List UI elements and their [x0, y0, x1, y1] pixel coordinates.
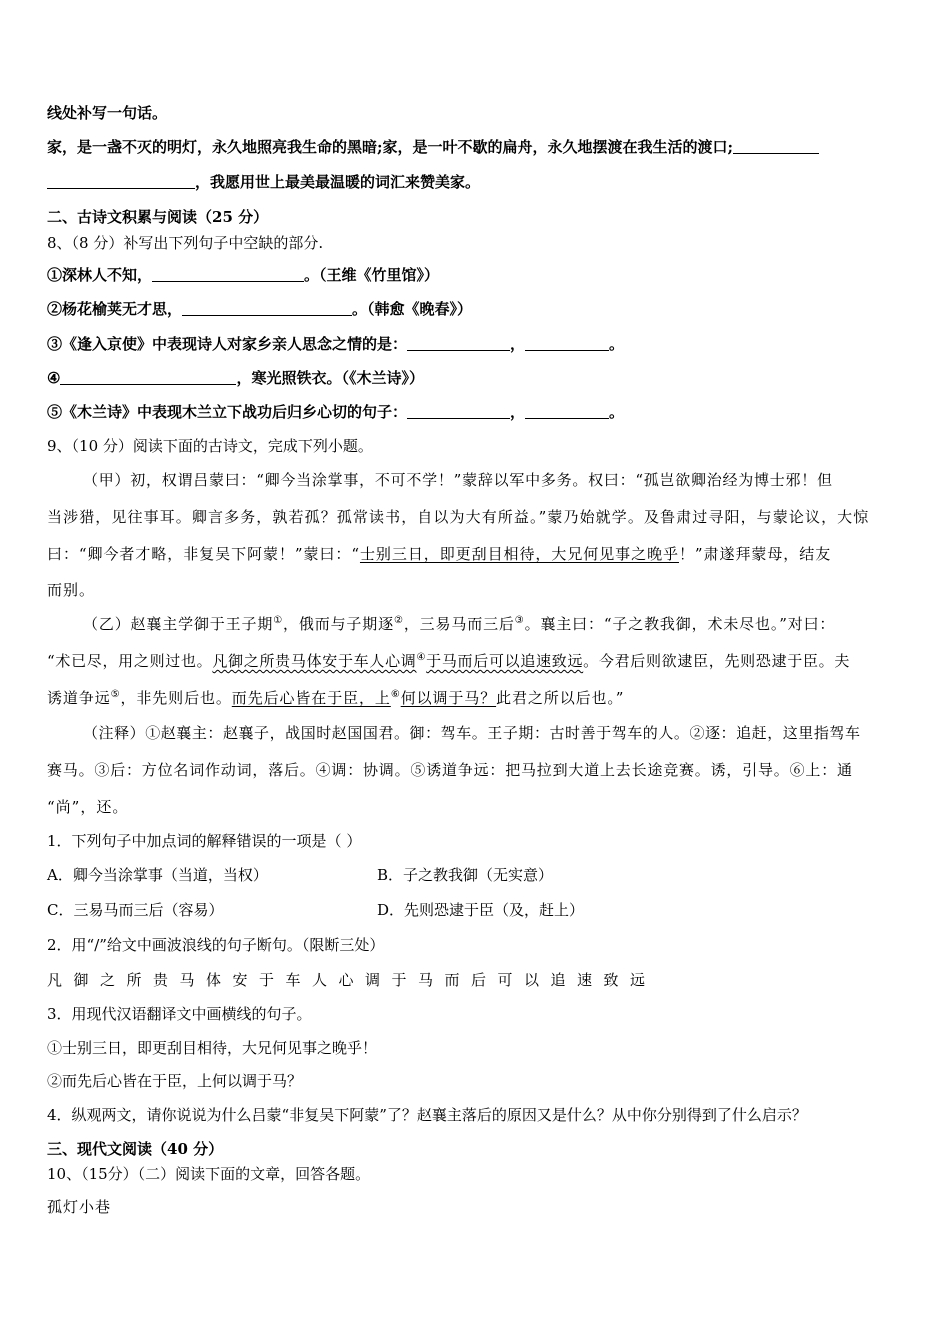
passage-jia-line-4: 而别。 — [47, 581, 96, 599]
q8-item-4-source: ，寒光照铁衣。（《木兰诗》） — [236, 369, 424, 387]
q8-item-4 — [47, 368, 424, 388]
instruction-continued: 线处补写一句话。 — [47, 104, 168, 122]
wavy-underlined-sentence: 凡御之所贵马体安于车人心调 — [212, 652, 417, 670]
footnote-marker: ② — [393, 615, 404, 626]
passage-text: 曰：“卿今者才略，非复吴下阿蒙！”蒙曰：“ — [47, 545, 360, 563]
answer-blank[interactable] — [407, 335, 510, 351]
answer-blank[interactable] — [733, 138, 819, 154]
fill-sentence-line-1 — [47, 137, 819, 157]
passage-text: 此君之所以后也。” — [496, 689, 625, 707]
q8-item-4-number: ④ — [47, 369, 61, 387]
q9-sub-4: 4．纵观两文，请你说说为什么吕蒙“非复吴下阿蒙”了？赵襄主落后的原因又是什么？从中你分别得到了什么启示？ — [47, 1106, 807, 1124]
passage-text: （乙）赵襄主学御于王子期 — [83, 615, 274, 633]
period: 。 — [609, 335, 625, 353]
q8-item-2-source: 。（韩愈《晚春》） — [352, 300, 473, 318]
translate-sentence-2: ②而先后心皆在于臣，上何以调于马？ — [47, 1072, 303, 1090]
answer-blank[interactable] — [525, 403, 609, 419]
q8-item-3 — [47, 334, 624, 354]
section-2-title: 二、古诗文积累与阅读（25 分） — [47, 208, 269, 226]
q10-stem: 10、（15分）（二）阅读下面的文章，回答各题。 — [47, 1165, 371, 1183]
q8-item-1-source: 。（王维《竹里馆》） — [304, 266, 440, 284]
footnote-marker: ① — [273, 615, 284, 626]
sentence-to-punctuate: 凡御之所贵马体安于车人心调于马而后可以追速致远 — [47, 971, 657, 989]
notes-line-1: （注释）①赵襄主：赵襄子，战国时赵国国君。御：驾车。王子期：古时善于驾车的人。②逐：追赶，这里指驾车 — [83, 724, 861, 742]
q8-item-5-prompt: ⑤《木兰诗》中表现木兰立下战功后归乡心切的句子： — [47, 403, 408, 421]
option-a: A．卿今当涂掌事（当道，当权） — [47, 866, 268, 884]
passage-jia-line-2: 当涉猎，见往事耳。卿言多务，孰若孤？孤常读书，自以为大有所益。”蒙乃始就学。及鲁肃过寻阳，与蒙论议，大惊 — [47, 508, 870, 526]
passage-yi-line-1 — [83, 614, 835, 634]
section-3-title: 三、现代文阅读（40 分） — [47, 1140, 224, 1158]
translate-sentence-1: ①士别三日，即更刮目相待，大兄何见事之晚乎！ — [47, 1039, 378, 1057]
q8-item-5 — [47, 402, 624, 422]
passage-yi-line-2 — [47, 651, 850, 671]
q9-sub-1: 1．下列句子中加点词的解释错误的一项是（ ） — [47, 832, 362, 850]
fill-sentence-text: 家，是一盏不灭的明灯，永久地照亮我生命的黑暗;家，是一叶不歇的扁舟，永久地摆渡在我生活的渡口; — [47, 138, 734, 156]
passage-text: ，三易马而三后 — [403, 615, 515, 633]
comma: ， — [510, 403, 526, 421]
article-title: 孤灯小巷 — [47, 1198, 112, 1216]
q8-stem: 8、（8 分）补写出下列句子中空缺的部分. — [47, 234, 324, 252]
answer-blank[interactable] — [407, 403, 510, 419]
q8-item-1 — [47, 265, 439, 285]
footnote-marker: ④ — [416, 652, 427, 663]
passage-text: “术已尽，用之则过也。 — [47, 652, 213, 670]
q8-item-2-prompt: ②杨花榆荚无才思， — [47, 300, 183, 318]
q9-sub-3: 3．用现代汉语翻译文中画横线的句子。 — [47, 1005, 312, 1023]
passage-yi-line-3 — [47, 688, 624, 708]
answer-blank[interactable] — [182, 300, 352, 316]
underlined-sentence: 士别三日，即更刮目相待，大兄何见事之晚乎 — [359, 545, 679, 563]
option-d: D．先则恐逮于臣（及，赶上） — [377, 901, 585, 919]
underlined-sentence: 而先后心皆在于臣，上 — [231, 689, 391, 707]
wavy-underlined-sentence: 于马而后可以追速致远 — [426, 652, 584, 670]
passage-jia-line-1: （甲）初，权谓吕蒙曰：“卿今当涂掌事，不可不学！”蒙辞以军中多务。权曰：“孤岂欲卿治经为博士邪！但 — [83, 471, 833, 489]
q8-item-1-prompt: ①深林人不知， — [47, 266, 153, 284]
q8-item-2 — [47, 299, 472, 319]
notes-line-2: 赛马。③后：方位名词作动词，落后。④调：协调。⑤诱道争远：把马拉到大道上去长途竞赛。诱，引导。⑥上：通 — [47, 761, 853, 779]
answer-blank[interactable] — [525, 335, 609, 351]
notes-line-3: “尚”，还。 — [47, 798, 129, 816]
answer-blank[interactable] — [47, 173, 195, 189]
footnote-marker: ⑤ — [110, 689, 121, 700]
answer-blank[interactable] — [60, 369, 236, 385]
period: 。 — [609, 403, 625, 421]
q9-sub-2: 2．用“/”给文中画波浪线的句子断句。（限断三处） — [47, 936, 385, 954]
passage-text: 。今君后则欲逮臣，先则恐逮于臣。夫 — [583, 652, 851, 670]
footnote-marker: ③ — [514, 615, 525, 626]
q9-stem: 9、（10 分）阅读下面的古诗文，完成下列小题。 — [47, 437, 373, 455]
passage-text: ，非先则后也。 — [120, 689, 232, 707]
option-b: B．子之教我御（无实意） — [377, 866, 554, 884]
fill-sentence-ending: ，我愿用世上最美最温暖的词汇来赞美家。 — [195, 173, 481, 191]
passage-text: ！”肃遂拜蒙母，结友 — [678, 545, 832, 563]
passage-jia-line-3 — [47, 544, 831, 564]
passage-text: 诱道争远 — [47, 689, 111, 707]
option-c: C．三易马而三后（容易） — [47, 901, 224, 919]
answer-blank[interactable] — [152, 266, 304, 282]
q8-item-3-prompt: ③《逢入京使》中表现诗人对家乡亲人思念之情的是： — [47, 335, 408, 353]
footnote-marker: ⑥ — [390, 689, 401, 700]
comma: ， — [510, 335, 526, 353]
passage-text: ，俄而与子期逐 — [283, 615, 394, 633]
passage-text: 。襄主曰：“子之教我御，术未尽也。”对曰： — [524, 615, 836, 633]
underlined-sentence: 何以调于马？ — [400, 689, 497, 707]
fill-sentence-line-2 — [47, 172, 480, 192]
